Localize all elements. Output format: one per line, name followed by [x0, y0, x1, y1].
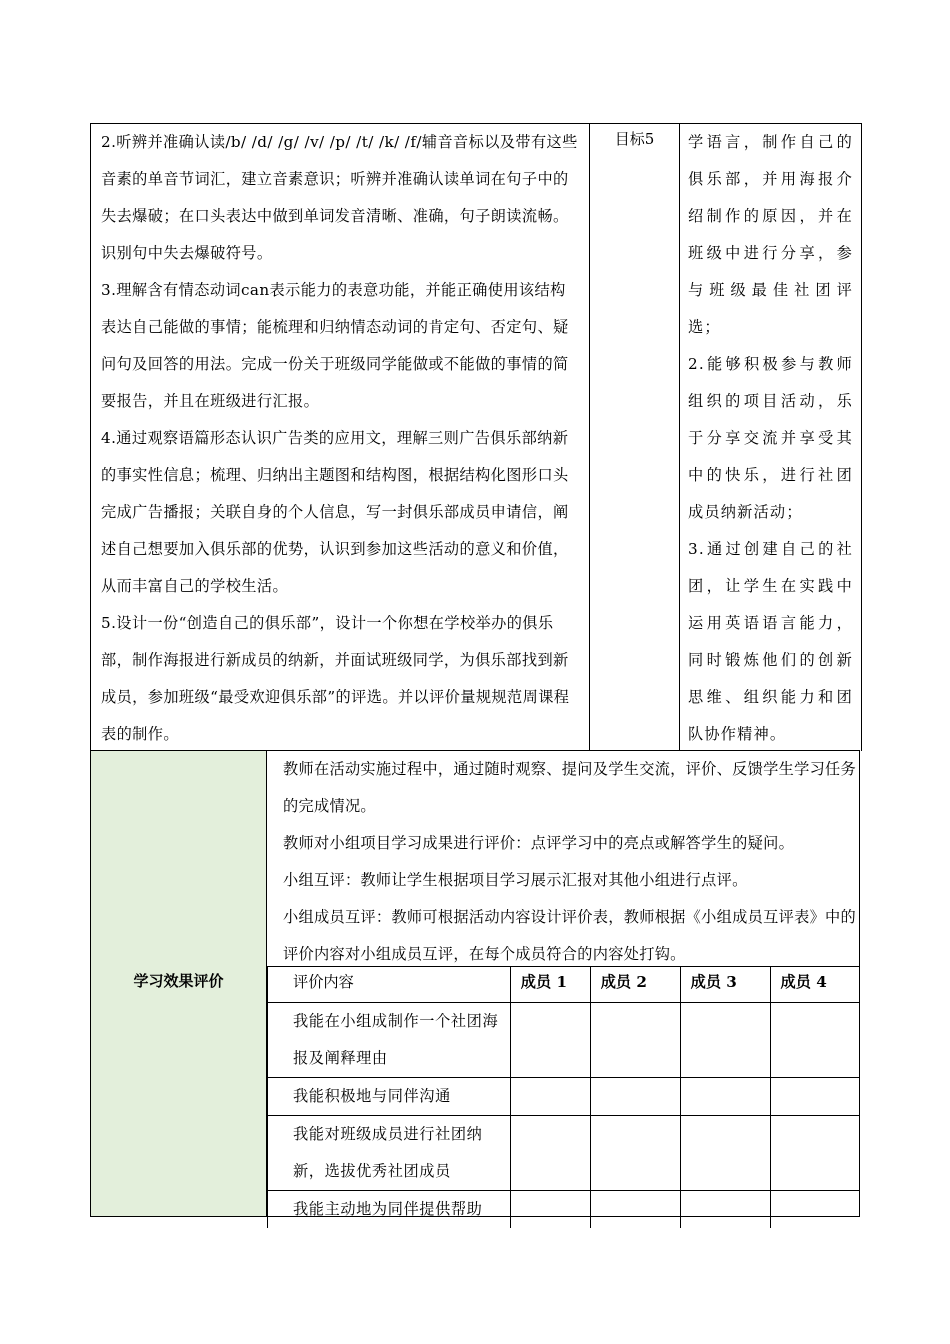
- table-row: [268, 1191, 860, 1229]
- table-row: [268, 1116, 860, 1191]
- objectives-text: [101, 124, 581, 753]
- goal-line: 团，让学生在实践中: [688, 577, 853, 595]
- goal-line: 组织的项目活动，乐: [688, 392, 853, 410]
- objective-paragraph-2: 2.听辨并准确认读/b/ /d/ /g/ /v/ /p/ /t/ /k/ /f/辅音音标以及带有这些音素的单音节词汇，建立音素意识；听辨并准确认读单词在句子中的失去爆破；在口头表达中做到单词发音清晰、准确，句子朗读流畅。识别句中失去爆破符号。: [101, 133, 578, 262]
- check-cell[interactable]: [680, 1191, 770, 1229]
- header-content: 评价内容: [268, 967, 511, 1003]
- check-cell[interactable]: [680, 1078, 770, 1116]
- objective-paragraph-3: 3.理解含有情态动词can表示能力的表意功能，并能正确使用该结构表达自己能做的事情；能梳理和归纳情态动词的肯定句、否定句、疑问句及回答的用法。完成一份关于班级同学能做或不能做的事情的简要报告，并且在班级进行汇报。: [101, 281, 569, 410]
- check-cell[interactable]: [680, 1003, 770, 1078]
- objective-paragraph-4: 4.通过观察语篇形态认识广告类的应用文，理解三则广告俱乐部纳新的事实性信息；梳理、归纳出主题图和结构图，根据结构化图形口头完成广告播报；关联自身的个人信息，写一封俱乐部成员申请信，阐述自己想要加入俱乐部的优势，认识到参加这些活动的意义和价值，从而丰富自己的学校生活。: [101, 429, 569, 595]
- goal-line: 思维、组织能力和团: [688, 688, 853, 706]
- goal-line: 2.能够积极参与教师: [688, 355, 853, 373]
- header-member-2: 成员 2: [590, 967, 680, 1003]
- target-label: 目标5: [614, 130, 655, 148]
- evaluation-paragraph: 小组成员互评：教师可根据活动内容设计评价表，教师根据《小组成员互评表》中的评价内容对小组成员互评，在每个成员符合的内容处打钩。: [283, 908, 857, 963]
- goal-line: 于分享交流并享受其: [688, 429, 853, 447]
- check-cell[interactable]: [590, 1191, 680, 1229]
- check-cell[interactable]: [770, 1078, 859, 1116]
- check-cell[interactable]: [510, 1078, 590, 1116]
- header-member-1: 成员 1: [510, 967, 590, 1003]
- evaluation-paragraph: 教师在活动实施过程中，通过随时观察、提问及学生交流，评价、反馈学生学习任务的完成情况。: [283, 760, 857, 815]
- evaluation-label: 学习效果评价: [133, 972, 224, 990]
- goal-description-cell: [680, 124, 861, 751]
- evaluation-description: [267, 751, 859, 966]
- check-cell[interactable]: [770, 1191, 859, 1229]
- goal-line: 绍制作的原因，并在: [688, 207, 853, 225]
- goal-line: 俱乐部，并用海报介: [688, 170, 853, 188]
- check-cell[interactable]: [770, 1116, 859, 1191]
- goal-line: 选；: [688, 318, 721, 336]
- table-row: [268, 1078, 860, 1116]
- evaluation-paragraph: 小组互评：教师让学生根据项目学习展示汇报对其他小组进行点评。: [283, 871, 748, 889]
- evaluation-paragraph: 教师对小组项目学习成果进行评价：点评学习中的亮点或解答学生的疑问。: [283, 834, 795, 852]
- goal-line: 与班级最佳社团评: [688, 281, 853, 299]
- check-cell[interactable]: [510, 1191, 590, 1229]
- header-member-4: 成员 4: [770, 967, 859, 1003]
- evaluation-item: 我能积极地与同伴沟通: [268, 1078, 511, 1116]
- check-cell[interactable]: [590, 1078, 680, 1116]
- goal-line: 队协作精神。: [688, 725, 787, 743]
- goal-line: 学语言，制作自己的: [688, 133, 853, 151]
- goal-line: 中的快乐，进行社团: [688, 466, 853, 484]
- check-cell[interactable]: [510, 1003, 590, 1078]
- goal-line: 成员纳新活动；: [688, 503, 803, 521]
- peer-evaluation-table: [267, 966, 859, 1228]
- objective-paragraph-5: 5.设计一份“创造自己的俱乐部”，设计一个你想在学校举办的俱乐部，制作海报进行新成员的纳新，并面试班级同学，为俱乐部找到新成员，参加班级“最受欢迎俱乐部”的评选。并以评价量规规范周课程表的制作。: [101, 614, 570, 743]
- goal-description-text: [688, 124, 853, 753]
- objectives-cell: [91, 124, 590, 751]
- check-cell[interactable]: [770, 1003, 859, 1078]
- check-cell[interactable]: [590, 1003, 680, 1078]
- check-cell[interactable]: [680, 1116, 770, 1191]
- evaluation-label-cell: [91, 751, 267, 1216]
- goal-line: 3.通过创建自己的社: [688, 540, 853, 558]
- goal-line: 同时锻炼他们的创新: [688, 651, 853, 669]
- goal-line: 运用英语语言能力，: [688, 614, 853, 632]
- table-header-row: [268, 967, 860, 1003]
- target-cell: [590, 124, 680, 751]
- goal-line: 班级中进行分享，参: [688, 244, 853, 262]
- header-member-3: 成员 3: [680, 967, 770, 1003]
- check-cell[interactable]: [590, 1116, 680, 1191]
- evaluation-item: 我能主动地为同伴提供帮助: [268, 1191, 511, 1229]
- evaluation-item: 我能对班级成员进行社团纳新，选拔优秀社团成员: [268, 1116, 511, 1191]
- table-row: [268, 1003, 860, 1078]
- evaluation-section: [90, 750, 860, 1217]
- check-cell[interactable]: [510, 1116, 590, 1191]
- objectives-section: [90, 123, 862, 751]
- evaluation-item: 我能在小组成制作一个社团海报及阐释理由: [268, 1003, 511, 1078]
